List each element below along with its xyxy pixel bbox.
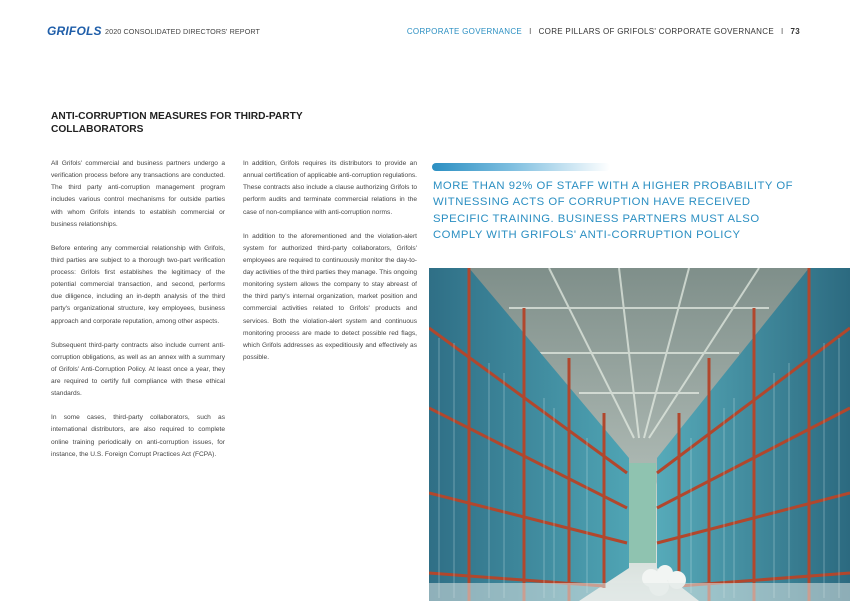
paragraph: Subsequent third-party contracts also include current anti-corruption obligations, as well as an annex with a summary of Grifols' Anti-Corruption Policy. At least once a year, they are required to certify full compliance with these ethical standards. (51, 341, 225, 398)
running-header (407, 27, 800, 36)
paragraph: Before entering any commercial relationship with Grifols, third parties are subject to a thorough two-part verification process: Grifols first establishes the legitimacy of the potential commercial transaction, and second, performs due diligence, including an in-depth analysis of the third party's organizational structure, key employees, business approach and corporate reputation, among other aspects. (51, 244, 225, 325)
warehouse-photo (429, 268, 850, 601)
quote-accent-bar (432, 163, 610, 171)
body-column-middle (243, 158, 417, 376)
grifols-logo: GRIFOLS (47, 24, 102, 38)
paragraph: In addition, Grifols requires its distributors to provide an annual certification of applicable anti-corruption regulations. These contracts also include a clause authorizing Grifols to perform audits and terminate commercial relations in the case of non-compliance with anti-corruption norms. (243, 160, 417, 216)
section-heading: ANTI-CORRUPTION MEASURES FOR THIRD-PARTY COLLABORATORS (51, 111, 303, 135)
header-separator: I (780, 27, 784, 36)
paragraph: In some cases, third-party collaborators, such as international distributors, are also required to complete online training periodically on anti-corruption issues, for instance, the U.S. Foreign Corrupt Practices Act (FCPA). (51, 414, 225, 458)
subsection-title: CORE PILLARS OF GRIFOLS' CORPORATE GOVERNANCE (538, 27, 774, 36)
paragraph: In addition to the aforementioned and the violation-alert system for authorized third-party collaborators, Grifols' employees are required to continuously monitor the day-to-day activities of the third parties they manage. This ongoing monitoring system allows the company to stay abreast of the third party's internal organization, market position and commercial activities related to Grifols' products and services. Both the violation-alert system and continuous monitoring process are made to detect possible red flags, which Grifols addresses as expeditiously and effectively as possible. (243, 232, 417, 361)
report-title: 2020 CONSOLIDATED DIRECTORS' REPORT (105, 27, 261, 36)
paragraph: All Grifols' commercial and business partners undergo a verification process before any transactions are conducted. The third party anti-corruption management program includes various control mechanisms for outside parties with whom Grifols intends to establish commercial or business relationships. (51, 160, 225, 228)
body-column-left (51, 158, 225, 473)
page-number: 73 (790, 27, 800, 36)
pull-quote: MORE THAN 92% OF STAFF WITH A HIGHER PROBABILITY OF WITNESSING ACTS OF CORRUPTION HAVE RECEIVED SPECIFIC TRAINING. BUSINESS PARTNERS MUST ALSO COMPLY WITH GRIFOLS' ANTI-CORRUPTION POLICY (433, 180, 794, 242)
header-separator: I (529, 27, 532, 36)
section-title: CORPORATE GOVERNANCE (406, 27, 523, 36)
